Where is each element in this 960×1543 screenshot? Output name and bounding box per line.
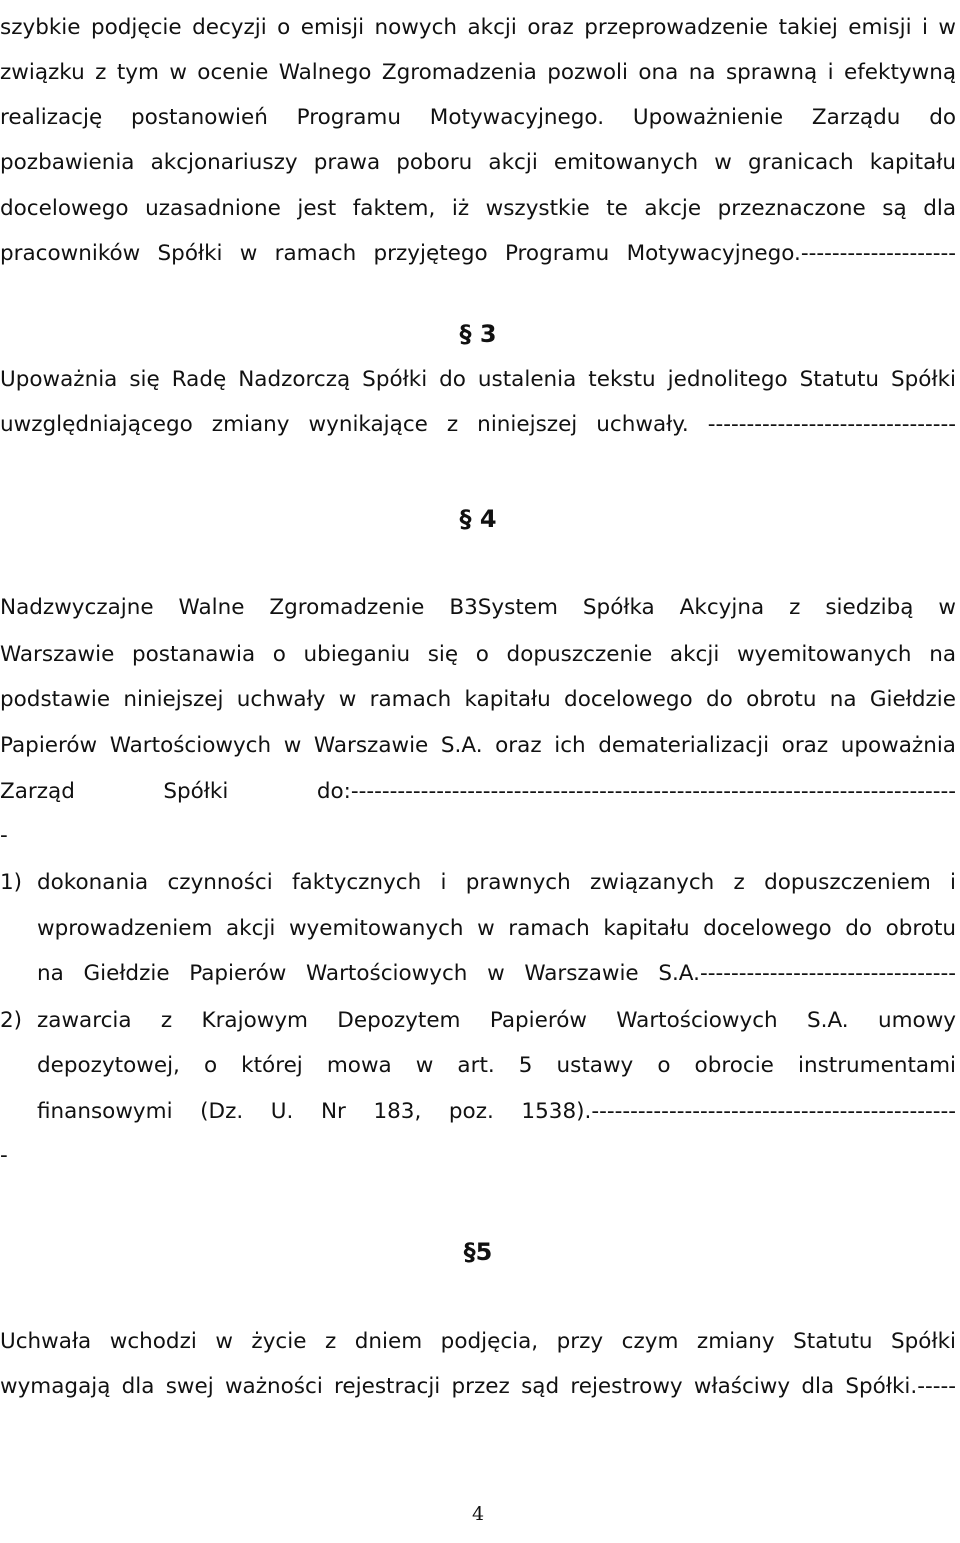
paragraph-line: pozbawienia akcjonariuszy prawa poboru akcji emitowanych w granicach kapitału [0, 150, 956, 175]
paragraph-line: Uchwała wchodzi w życie z dniem podjęcia, przy czym zmiany Statutu Spółki [0, 1329, 956, 1354]
section-heading-3: § 3 [459, 320, 497, 348]
paragraph-line: - [0, 823, 8, 848]
list-item-line: dokonania czynności faktycznych i prawnych związanych z dopuszczeniem i [37, 870, 956, 895]
paragraph-line: - [0, 1143, 8, 1168]
section-heading-4: § 4 [459, 505, 497, 533]
list-item-line: depozytowej, o której mowa w art. 5 ustawy o obrocie instrumentami [37, 1053, 956, 1078]
paragraph-line: Papierów Wartościowych w Warszawie S.A. oraz ich dematerializacji oraz upoważnia [0, 733, 956, 758]
paragraph-line: Nadzwyczajne Walne Zgromadzenie B3System Spółka Akcyjna z siedzibą w [0, 595, 956, 620]
list-item-line: zawarcia z Krajowym Depozytem Papierów Wartościowych S.A. umowy [37, 1008, 956, 1033]
list-item-line: finansowymi (Dz. U. Nr 183, poz. 1538).----------------------------------------------- [37, 1099, 956, 1124]
paragraph-line: pracowników Spółki w ramach przyjętego Programu Motywacyjnego.-------------------- [0, 241, 956, 266]
list-item-number: 2) [0, 1008, 23, 1033]
paragraph-line: szybkie podjęcie decyzji o emisji nowych akcji oraz przeprowadzenie takiej emisji i w [0, 15, 956, 40]
paragraph-line: Warszawie postanawia o ubieganiu się o dopuszczenie akcji wyemitowanych na [0, 642, 956, 667]
list-item-line: wprowadzeniem akcji wyemitowanych w ramach kapitału docelowego do obrotu [37, 916, 956, 941]
paragraph-line: Upoważnia się Radę Nadzorczą Spółki do ustalenia tekstu jednolitego Statutu Spółki [0, 367, 956, 392]
section-heading-5: §5 [463, 1238, 493, 1266]
paragraph-line: podstawie niniejszej uchwały w ramach kapitału docelowego do obrotu na Giełdzie [0, 687, 956, 712]
paragraph-line: docelowego uzasadnione jest faktem, iż wszystkie te akcje przeznaczone są dla [0, 196, 956, 221]
paragraph-line: Zarząd Spółki do:------------------------------------------------------------------------------ [0, 779, 956, 804]
page-number: 4 [471, 1503, 485, 1525]
paragraph-line: uwzględniającego zmiany wynikające z niniejszej uchwały. -------------------------------- [0, 412, 956, 437]
list-item-number: 1) [0, 870, 23, 895]
paragraph-line: realizację postanowień Programu Motywacyjnego. Upoważnienie Zarządu do [0, 105, 956, 130]
list-item-line: na Giełdzie Papierów Wartościowych w Warszawie S.A.--------------------------------- [37, 961, 956, 986]
paragraph-line: wymagają dla swej ważności rejestracji przez sąd rejestrowy właściwy dla Spółki.----- [0, 1374, 956, 1399]
paragraph-line: związku z tym w ocenie Walnego Zgromadzenia pozwoli ona na sprawną i efektywną [0, 60, 956, 85]
